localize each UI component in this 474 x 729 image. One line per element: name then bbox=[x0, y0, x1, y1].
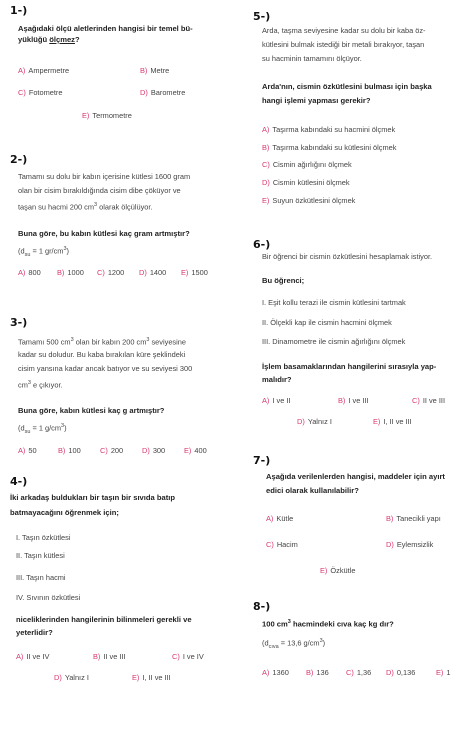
question-text: cisim yansına kadar ancak batıyor ve su seviyesi 300 bbox=[18, 364, 193, 373]
question-prompt: Buna göre, kabın kütlesi kaç g artmıştır? bbox=[18, 406, 165, 415]
question-text: Bu öğrenci; bbox=[262, 276, 305, 285]
question-text: kadar su doludur. Bu kaba bırakılan küre şeklindeki bbox=[18, 350, 186, 359]
option-c[interactable]: C) Fotometre bbox=[18, 88, 63, 97]
question-number: 3-) bbox=[10, 316, 28, 329]
question-prompt: Aşağıda verilenlerden hangisi, maddeler için ayırt bbox=[266, 472, 445, 481]
option-b[interactable]: B) 136 bbox=[306, 668, 329, 677]
option-e[interactable]: E) Suyun özkütlesini ölçmek bbox=[262, 196, 356, 205]
question-text: batmayacağını öğrenmek için; bbox=[10, 508, 119, 517]
question-text: yüklüğü ölçmez? bbox=[18, 35, 80, 44]
option-c[interactable]: C) 200 bbox=[100, 446, 124, 455]
option-c[interactable]: C) Hacim bbox=[266, 540, 298, 549]
question-text: İki arkadaş buldukları bir taşın bir sıvıda batıp bbox=[10, 493, 176, 502]
question-prompt: yeterlidir? bbox=[16, 628, 53, 637]
density-note: ($d_{cıva} = 13,6$ $g/cm^3$) bbox=[262, 638, 326, 650]
option-b[interactable]: B) Metre bbox=[140, 66, 170, 75]
question-prompt: Buna göre, bu kabın kütlesi kaç gram artmıştır? bbox=[18, 229, 190, 238]
option-e[interactable]: E) 1500 bbox=[181, 268, 208, 277]
option-c[interactable]: C) I ve IV bbox=[172, 652, 204, 661]
option-d[interactable]: D) 0,136 bbox=[386, 668, 416, 677]
question-text: Arda, taşma seviyesine kadar su dolu bir kaba öz- bbox=[262, 26, 426, 35]
option-d[interactable]: D) Barometre bbox=[140, 88, 186, 97]
option-d[interactable]: D) Cismin kütlesini ölçmek bbox=[262, 178, 350, 187]
question-number: 7-) bbox=[253, 454, 271, 467]
question-number: 1-) bbox=[10, 4, 28, 17]
statement-item: II. Taşın kütlesi bbox=[16, 551, 65, 560]
option-a[interactable]: A) Taşırma kabındaki su hacmini ölçmek bbox=[262, 125, 396, 134]
statement-item: III. Dinamometre ile cismin ağırlığını ölçmek bbox=[262, 337, 406, 346]
option-b[interactable]: B) II ve III bbox=[93, 652, 126, 661]
question-prompt: 100 $cm^3$ hacmindeki cıva kaç kg dır? bbox=[262, 619, 394, 629]
option-b[interactable]: B) Taşırma kabındaki su kütlesini ölçmek bbox=[262, 143, 397, 152]
option-b[interactable]: B) 1000 bbox=[57, 268, 84, 277]
question-number: 8-) bbox=[253, 600, 271, 613]
option-e[interactable]: E) Özkütle bbox=[320, 566, 356, 575]
question-text: su hacminin tamamını ölçüyor. bbox=[262, 54, 362, 63]
option-e[interactable]: E) 1 bbox=[436, 668, 451, 677]
option-a[interactable]: A) 50 bbox=[18, 446, 37, 455]
statement-item: IV. Sıvının özkütlesi bbox=[16, 593, 81, 602]
option-a[interactable]: A) Ampermetre bbox=[18, 66, 70, 75]
question-text: Bir öğrenci bir cismin özkütlesini hesaplamak istiyor. bbox=[262, 252, 433, 261]
option-d[interactable]: D) Yalnız I bbox=[54, 673, 89, 682]
question-number: 2-) bbox=[10, 153, 28, 166]
question-number: 5-) bbox=[253, 10, 271, 23]
density-note: ($d_{su} = 1$ $g/cm^3$) bbox=[18, 423, 67, 435]
density-note: ($d_{su} = 1$ $gr/cm^3$) bbox=[18, 246, 69, 258]
option-e[interactable]: E) Termometre bbox=[82, 111, 132, 120]
question-prompt: niceliklerinden hangilerinin bilinmeleri gerekli ve bbox=[16, 615, 192, 624]
option-d[interactable]: D) Eylemsizlik bbox=[386, 540, 434, 549]
option-c[interactable]: C) II ve III bbox=[412, 396, 445, 405]
question-text: taşan su hacmi 200 $cm^3$ olarak ölçülüyor. bbox=[18, 202, 153, 212]
question-prompt: hangi işlemi yapması gerekir? bbox=[262, 96, 371, 105]
question-text: olan bir cisim bırakıldığında cisim dibe çöküyor ve bbox=[18, 186, 181, 195]
question-text: Tamamı 500 $cm^3$ olan bir kabın 200 $cm^3$ seviyesine bbox=[18, 337, 186, 347]
statement-item: I. Taşın özkütlesi bbox=[16, 533, 71, 542]
question-text: Aşağıdaki ölçü aletlerinden hangisi bir temel bü- bbox=[18, 24, 193, 33]
option-a[interactable]: A) 800 bbox=[18, 268, 41, 277]
option-b[interactable]: B) Tanecikli yapı bbox=[386, 514, 441, 523]
option-c[interactable]: C) 1200 bbox=[97, 268, 125, 277]
question-prompt: İşlem basamaklarından hangilerini sırasıyla yap- bbox=[262, 362, 437, 371]
question-text: $cm^3$ e çıkıyor. bbox=[18, 380, 63, 390]
option-a[interactable]: A) I ve II bbox=[262, 396, 291, 405]
option-d[interactable]: D) 300 bbox=[142, 446, 166, 455]
option-b[interactable]: B) I ve III bbox=[338, 396, 369, 405]
option-d[interactable]: D) Yalnız I bbox=[297, 417, 332, 426]
question-number: 6-) bbox=[253, 238, 271, 251]
question-text: Tamamı su dolu bir kabın içerisine kütlesi 1600 gram bbox=[18, 172, 191, 181]
option-c[interactable]: C) 1,36 bbox=[346, 668, 372, 677]
option-a[interactable]: A) Kütle bbox=[266, 514, 294, 523]
question-prompt: Arda'nın, cismin özkütlesini bulması için başka bbox=[262, 82, 432, 91]
statement-item: III. Taşın hacmi bbox=[16, 573, 66, 582]
option-e[interactable]: E) 400 bbox=[184, 446, 207, 455]
question-prompt: malıdır? bbox=[262, 375, 292, 384]
option-e[interactable]: E) I, II ve III bbox=[132, 673, 171, 682]
question-number: 4-) bbox=[10, 475, 28, 488]
option-e[interactable]: E) I, II ve III bbox=[373, 417, 412, 426]
option-d[interactable]: D) 1400 bbox=[139, 268, 167, 277]
question-prompt: edici olarak kullanılabilir? bbox=[266, 486, 359, 495]
option-a[interactable]: A) II ve IV bbox=[16, 652, 50, 661]
question-text: kütlesini bulmak istediği bir metali bırakıyor, taşan bbox=[262, 40, 425, 49]
option-b[interactable]: B) 100 bbox=[58, 446, 81, 455]
option-c[interactable]: C) Cismin ağırlığını ölçmek bbox=[262, 160, 352, 169]
option-a[interactable]: A) 1360 bbox=[262, 668, 289, 677]
statement-item: I. Eşit kollu terazi ile cismin kütlesini tartmak bbox=[262, 298, 406, 307]
statement-item: II. Ölçekli kap ile cismin hacmini ölçmek bbox=[262, 318, 392, 327]
